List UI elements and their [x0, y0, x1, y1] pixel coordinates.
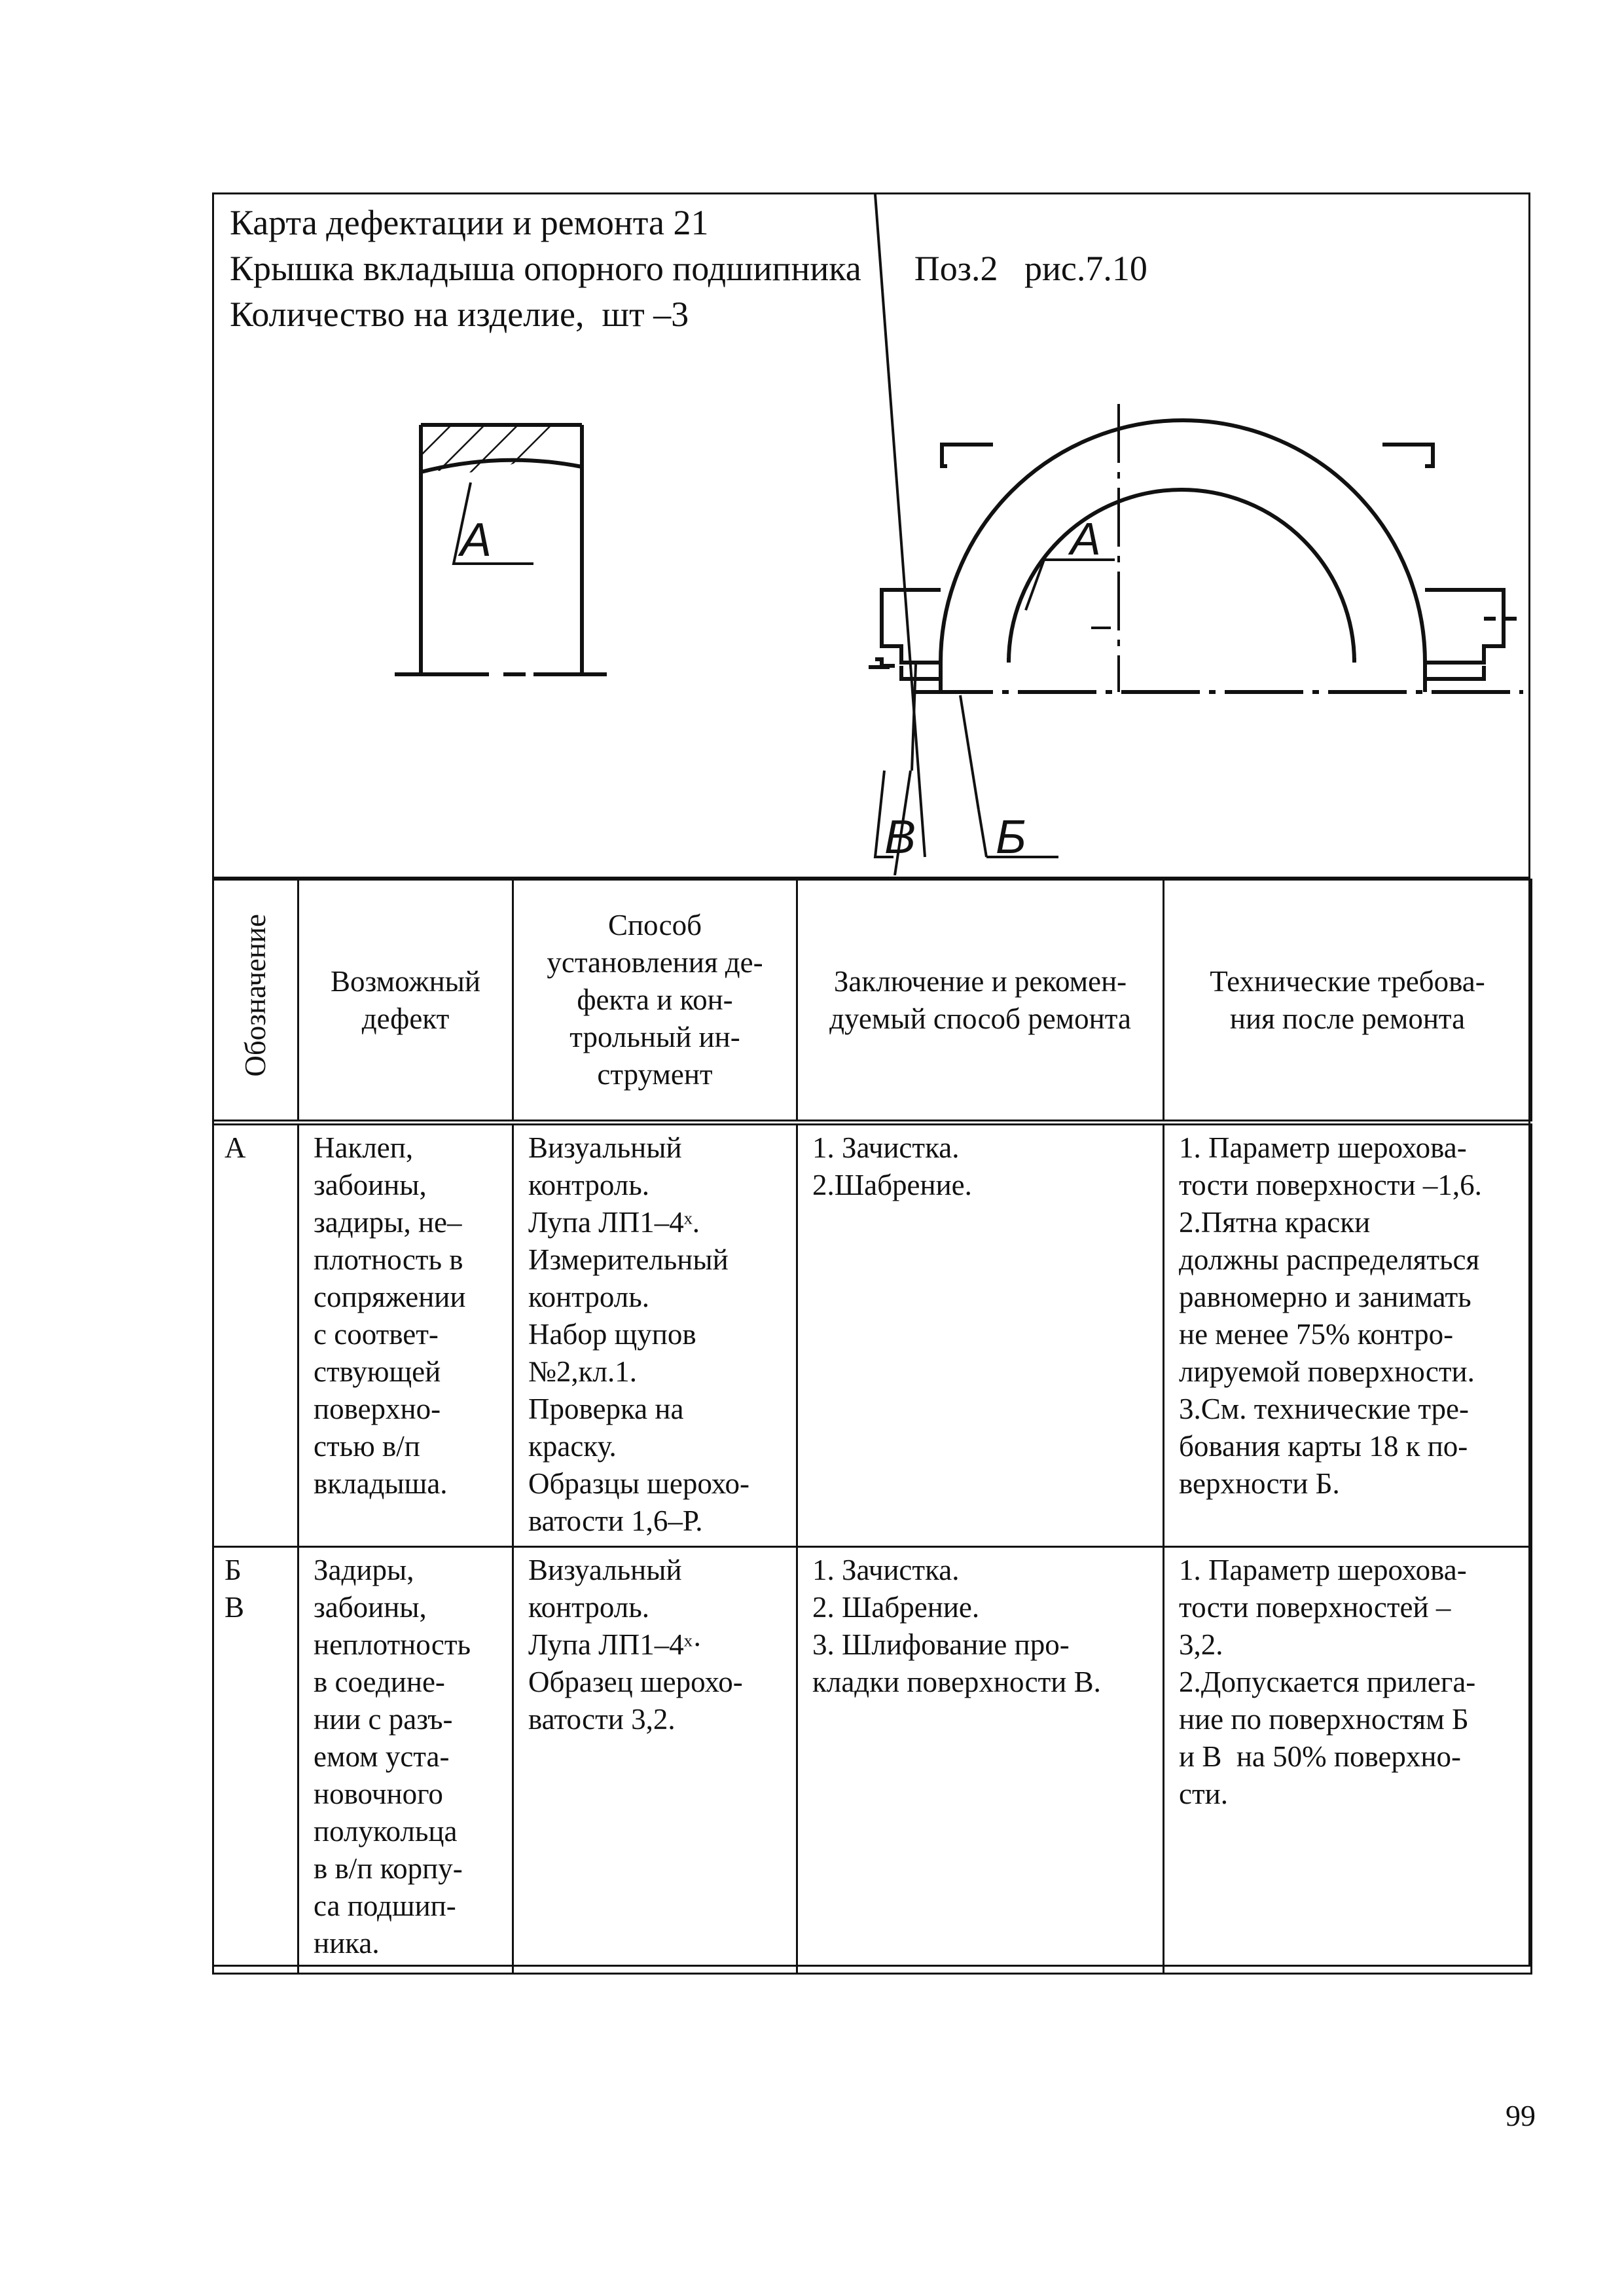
- card-header: [214, 194, 1528, 879]
- table-row: [213, 1123, 1532, 1547]
- cell-method: Визуальный контроль. Лупа ЛП1–4ˣ· Образец шерохо- ватости 3,2.: [513, 1547, 797, 1974]
- defect-card-sheet: [212, 192, 1530, 1967]
- half-shell-view: [869, 404, 1523, 875]
- section-view: [395, 425, 607, 674]
- label-be: Б: [996, 811, 1026, 864]
- cell-defect: Наклеп, забоины, задиры, не– плотность в сопряжении с соответ- ствующей поверхно- стью в/п вкладыша.: [298, 1123, 513, 1547]
- header-requirements: Технические требова- ния после ремонта: [1164, 880, 1532, 1123]
- cell-designation: Б В: [213, 1547, 298, 1974]
- cell-method: Визуальный контроль. Лупа ЛП1–4ˣ. Измерительный контроль. Набор щупов №2,кл.1. Проверка на краску. Образцы шерохо- ватости 1,6–Р.: [513, 1123, 797, 1547]
- quantity-line: Количество на изделие, шт –3: [230, 295, 689, 334]
- header-defect: Возможный дефект: [298, 880, 513, 1123]
- part-name: Крышка вкладыша опорного подшипника Поз.2 рис.7.10: [230, 249, 1147, 288]
- header-method: Способ установления де- фекта и кон- трольный ин- струмент: [513, 880, 797, 1123]
- header-conclusion: Заключение и рекомен- дуемый способ ремонта: [797, 880, 1164, 1123]
- arc-label-a: А: [1070, 513, 1101, 564]
- part-drawing: [214, 194, 1528, 875]
- cell-defect: Задиры, забоины, неплотность в соедине- нии с разъ- емом уста- новочного полукольца в в/п корпу- са подшип- ника.: [298, 1547, 513, 1974]
- cell-requirements: 1. Параметр шерохова- тости поверхностей – 3,2. 2.Допускается прилега- ние по поверхностям Б и В на 50% поверхно- сти.: [1164, 1547, 1532, 1974]
- card-title: Карта дефектации и ремонта 21: [230, 203, 709, 242]
- table-row: [213, 1547, 1532, 1974]
- section-label-a: А: [460, 514, 492, 566]
- page-number: 99: [1506, 2099, 1536, 2132]
- callout-b: [875, 194, 925, 857]
- header-designation: Обозначение: [213, 880, 298, 1123]
- defect-table: [212, 879, 1532, 1975]
- cell-requirements: 1. Параметр шерохова- тости поверхности –1,6. 2.Пятна краски должны распределяться равномерно и занимать не менее 75% контро- лируемой поверхности. 3.См. технические тре- бования карты 18 к по- верхности Б.: [1164, 1123, 1532, 1547]
- cell-conclusion: 1. Зачистка. 2.Шабрение.: [797, 1123, 1164, 1547]
- table-header-row: [213, 880, 1532, 1123]
- cell-conclusion: 1. Зачистка. 2. Шабрение. 3. Шлифование про- кладки поверхности В.: [797, 1547, 1164, 1974]
- label-v: В: [884, 811, 916, 864]
- cell-designation: А: [213, 1123, 298, 1547]
